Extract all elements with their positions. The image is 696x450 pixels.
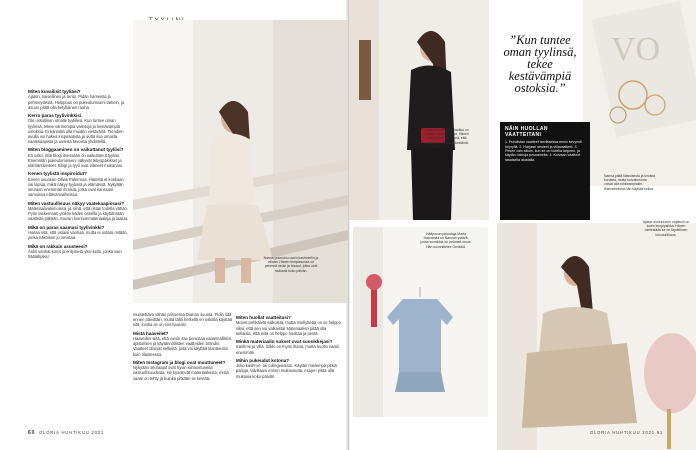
care-tips-body: 1. Puhdistan vaatteet tarvittaessa ensin kevyesti höyryllä. 2. Harjaan neuleet ja villavaatteet. 3. Pesen vain silloin, kun se on todella tarpeen, ja käytän mietoja pesuaineita. 4. Kuivaan vaatteet tasaisella alustalla.	[505, 140, 582, 162]
interview-answer: Monet pehkäivät valkoista, mutta miellytteää on se helppo siksi, että sen voi valkaista! Materiaalien pitää olla sellaisia, että niitä on helppo huoltaa ja pestä.	[236, 320, 341, 336]
interview-answer: Äidin vanhat korut ja erityisesti yksi kello, jonka sain häälahjaksi.	[28, 248, 122, 260]
interview-question: Miten vastuullisuus näkyy vaatekaapissasi?	[28, 200, 125, 206]
interview-answer: Kashmir ja villa. Silkki on myös ihana, mutta huolto vaatii enemmän.	[236, 344, 339, 355]
interview-answer: Ajaton, naisellinen ja rento. Pidän hameista ja pehmeydestä. Helppous on pukeutumiseni tärkein, ja asuun pitää olla tietyllainen rauha.	[28, 94, 125, 110]
interview-answer: Nykyään seuraajat ovat hyvin kiinnostuneita vastuullisuudesta. He kyselevät materiaaleista, mistä vaate on tehty ja kuinka pitkään se kestää.	[133, 365, 229, 381]
footer-left-text: GLORIA HUHTIKUU 2021	[39, 430, 104, 435]
interview-question: Miten Instagram ja blogi ovat muuttuneet?	[133, 359, 226, 365]
pull-quote: ”Kun tuntee oman tyylinsä, tekee kestävämpiä ostoksia.”	[503, 33, 577, 95]
svg-text:VO: VO	[611, 31, 661, 68]
interview-question: Minkä materiaalin sukset ovat suosikkejasi?	[236, 339, 333, 345]
interview-question: Mikä on paras saamasi tyylivinkki?	[28, 224, 105, 230]
footer-right: GLORIA HUHTIKUU 2021 61	[590, 430, 664, 435]
interview-answer: Materiaalivalinnoissa, ja siinä, että ostan todella vähän. Pyrin laskemaan ylöliön käden ostoilla ja käyttämään vaatteita pitkään. Suosin luonnonmateriaaleja ja laatua.	[28, 206, 129, 222]
top-right-photo-caption: Chanelin pienempi laukku on kuinari ostetty elänne. Hänen mielestään on tärkeä, että kuosit ja materiaalit kestävät.	[425, 128, 469, 145]
interview-answer: Joko kashmir- tai collegeasuun. Käytän mielempä pitkiä paitoja, talvikausi ennen mukavuutta. Asujen pitää olla mukavia koko päivän.	[236, 363, 337, 379]
sweater-photo-caption: Hääpuvun perustaja Marta Hatonmaa on Nannan ystävä, jonka suosikkia on pehmeä neule. Hän suunnittelee Oerikkiä.	[420, 232, 472, 249]
photo-woman-in-chair	[497, 223, 696, 450]
interview-question: Mikä on rakkain asusteesi?	[28, 243, 88, 249]
interview-answer: Haaveilen siitä, että voisin itse perustaa vaatemallisen, ajattomien ja käytännöllisten vaatteiden brändin. Vaatteet olisivat selkeitä, joita voi käyttää tilanteessa kuin tilanteessa.	[133, 336, 233, 357]
interview-answer: muistettava vähän prinsessa Dianan suunta. Pidin sitä ennen päivittäin, mutta tällä hetkellä en uskalla käyttää sitä, koska se on niin haurasr.	[133, 312, 232, 328]
interview-question: Miten huollat vaatteitasi?	[236, 315, 291, 320]
interview-answer: Hoitaa sitä, että ostaisi vanhaa, mutta ei ostaisi mitään, jonka näköisen jo omistaa.	[28, 230, 128, 241]
interview-question: Kenen tyylistä inspiroidut?	[28, 171, 87, 177]
interview-question: Miten bloggaaminen on vaikuttanut tyyliisi?	[28, 147, 124, 153]
interview-column-1	[28, 86, 130, 422]
interview-answer: En usko, että blogi itsessään on vaikuttanut tyyliini. Enemmän pukeutumiseeni näkyvät äitiyspakikset ja elämäntilanteet. Blogi ja tyyli ovat eläneet mukanani.	[28, 152, 124, 169]
interview-answer: Ennen seurasin Olivia Palermoa. Häneltä et koskaan sai lapsia, mikä näkyy tyylissä ja elämässä. Nykyään seuraan enemmän ihmisiä, jotka ovat kanssani samoissa elämänvaiheissa.	[28, 176, 124, 198]
interview-question: Mihin pukeudut kotona?	[236, 357, 290, 363]
interview-question: Mistä haaveilet?	[133, 330, 169, 336]
chair-photo-caption: Ajaton olohuoneen nojatuoli on kodin lempipaikka. Hänen mielestään se on täydellinen lukunurkkaus.	[642, 220, 690, 237]
interview-column-3	[236, 312, 342, 422]
photo-magazine-and-jewelry	[583, 0, 696, 186]
photo-woman-in-black	[349, 0, 489, 220]
interview-question: Miten kuvailisit tyyliäsi?	[28, 89, 81, 94]
care-tips-title: NÄIN HUOLLAN VAATTEITANI	[505, 126, 548, 138]
page-number-left: 60	[28, 430, 36, 436]
care-tips-box	[500, 122, 590, 220]
interview-answer: Ole uskollinen omalle tyylillesi. Kun tuntee oman tyylinsä, tekee varmempia valintoja ja kestävämpiä ostoksia. Ei kannata olla muiden vietävänä. Trendien avulla voi hakea inspiraatiota ja uutta ilua omasta vaatekaapista ja uusista tavoista yhdistellä.	[28, 118, 124, 145]
footer-left	[28, 430, 104, 436]
photo-blue-sweater	[353, 227, 488, 417]
magazine-photo-caption: Nanna pitää klassisesta ja siroista koruista, mutta korvakoruina voivat olla rohkeampiakin. Rannekellona hän käyttää kelloa.	[604, 174, 656, 191]
interview-column-2	[133, 312, 233, 422]
main-photo-caption: Nanna pukeutuu usein kashmirfiin ja villaan. Hänen lempiasunsa on pehmeä neule ja housut, jotka ovat mukavia koko päivän.	[263, 256, 319, 273]
interview-question: Kerro paras tyylivinkkisi.	[28, 113, 83, 119]
